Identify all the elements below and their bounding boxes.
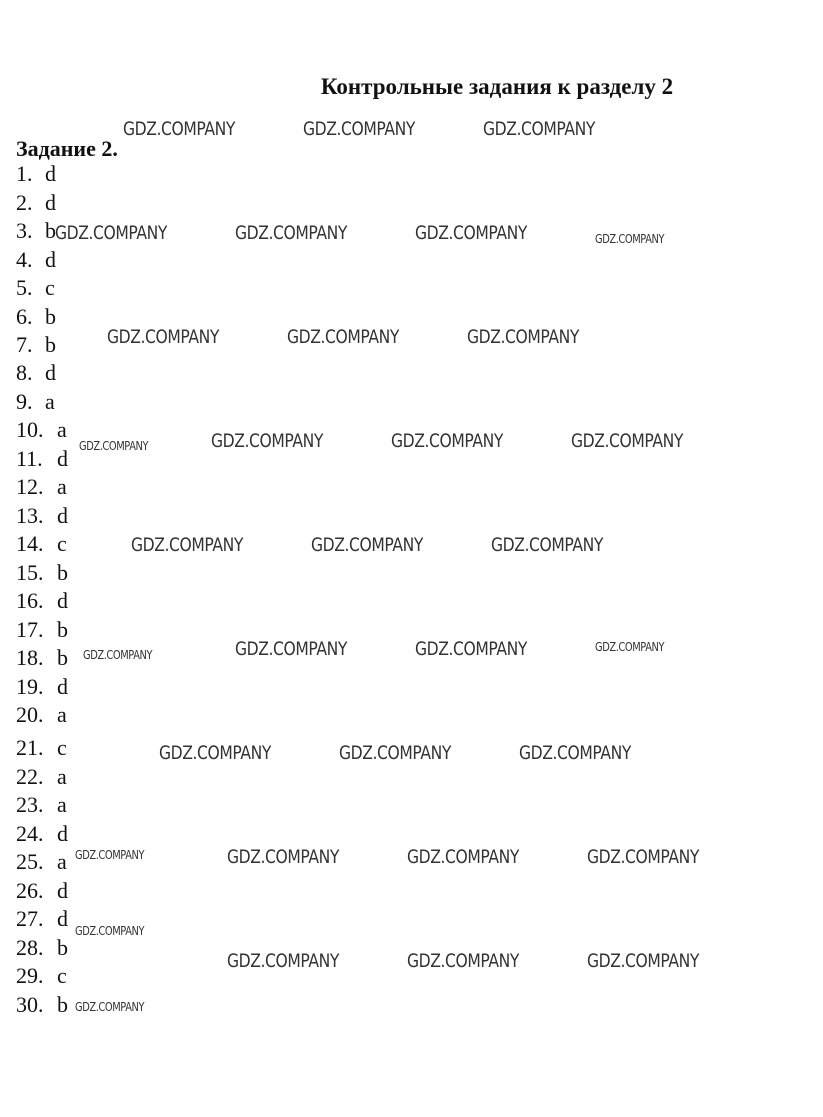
answer-row [16, 791, 67, 819]
answer-number: 4. [16, 247, 33, 272]
watermark: GDZ.COMPANY [587, 950, 700, 972]
answer-letter: d [45, 360, 56, 385]
answer-number: 11. [16, 446, 43, 471]
answer-number: 2. [16, 190, 33, 215]
answer-number: 15. [16, 560, 44, 585]
watermark: GDZ.COMPANY [123, 118, 236, 140]
answer-number: 17. [16, 617, 44, 642]
answer-row [16, 644, 68, 672]
answer-number: 14. [16, 531, 44, 556]
answer-letter: d [57, 821, 68, 846]
answer-row [16, 502, 68, 530]
answer-row [16, 473, 67, 501]
answer-row [16, 934, 68, 962]
answer-letter: d [45, 190, 56, 215]
answer-number: 26. [16, 878, 44, 903]
watermark: GDZ.COMPANY [211, 430, 324, 452]
answer-letter: a [57, 849, 67, 874]
watermark: GDZ.COMPANY [235, 638, 348, 660]
watermark: GDZ.COMPANY [131, 534, 244, 556]
answer-letter: d [57, 446, 68, 471]
answer-letter: c [57, 531, 67, 556]
answer-number: 25. [16, 849, 44, 874]
watermark: GDZ.COMPANY [407, 950, 520, 972]
watermark: GDZ.COMPANY [391, 430, 504, 452]
answer-number: 24. [16, 821, 44, 846]
answer-number: 22. [16, 764, 44, 789]
answer-number: 28. [16, 935, 44, 960]
watermark: GDZ.COMPANY [415, 638, 528, 660]
watermark: GDZ.COMPANY [159, 742, 272, 764]
watermark: GDZ.COMPANY [311, 534, 424, 556]
answer-number: 16. [16, 588, 44, 613]
answer-number: 5. [16, 275, 33, 300]
answer-number: 9. [16, 389, 33, 414]
answer-letter: b [57, 645, 68, 670]
answer-row [16, 274, 55, 302]
answer-number: 21. [16, 735, 44, 760]
answer-row [16, 303, 56, 331]
watermark: GDZ.COMPANY [519, 742, 632, 764]
answer-row [16, 160, 56, 188]
answer-number: 10. [16, 417, 44, 442]
answer-letter: b [45, 218, 56, 243]
answer-number: 6. [16, 304, 33, 329]
watermark: GDZ.COMPANY [491, 534, 604, 556]
watermark: GDZ.COMPANY [79, 439, 149, 453]
answer-row [16, 331, 56, 359]
answer-row [16, 991, 68, 1019]
answer-letter: b [45, 332, 56, 357]
answer-row [16, 416, 67, 444]
watermark: GDZ.COMPANY [595, 232, 665, 246]
watermark: GDZ.COMPANY [339, 742, 452, 764]
watermark: GDZ.COMPANY [55, 222, 168, 244]
answer-letter: d [45, 247, 56, 272]
answer-number: 29. [16, 963, 44, 988]
watermark: GDZ.COMPANY [227, 846, 340, 868]
watermark: GDZ.COMPANY [571, 430, 684, 452]
answer-row [16, 217, 56, 245]
answer-row [16, 877, 68, 905]
answer-letter: d [57, 674, 68, 699]
answer-letter: a [57, 474, 67, 499]
answer-row [16, 388, 55, 416]
answer-letter: b [57, 617, 68, 642]
answer-letter: b [57, 560, 68, 585]
answer-number: 30. [16, 992, 44, 1017]
page-title: Контрольные задания к разделу 2 [320, 74, 674, 99]
watermark: GDZ.COMPANY [235, 222, 348, 244]
answer-letter: a [57, 417, 67, 442]
answer-number: 23. [16, 792, 44, 817]
answer-row [16, 962, 67, 990]
watermark: GDZ.COMPANY [407, 846, 520, 868]
answer-row [16, 587, 68, 615]
watermark: GDZ.COMPANY [595, 640, 665, 654]
answer-number: 7. [16, 332, 33, 357]
answer-number: 18. [16, 645, 44, 670]
answer-letter: a [57, 702, 67, 727]
answer-letter: c [45, 275, 55, 300]
answer-letter: b [45, 304, 56, 329]
answer-number: 20. [16, 702, 44, 727]
answer-letter: a [57, 764, 67, 789]
answer-row [16, 734, 67, 762]
answer-row [16, 616, 68, 644]
answer-letter: d [57, 906, 68, 931]
answer-letter: d [57, 878, 68, 903]
answer-row [16, 359, 56, 387]
watermark: GDZ.COMPANY [75, 924, 145, 938]
answer-number: 8. [16, 360, 33, 385]
watermark: GDZ.COMPANY [107, 326, 220, 348]
section-heading: Задание 2. [16, 136, 118, 161]
answer-row [16, 246, 56, 274]
watermark: GDZ.COMPANY [303, 118, 416, 140]
answer-number: 12. [16, 474, 44, 499]
answer-letter: b [57, 935, 68, 960]
answer-row [16, 530, 67, 558]
watermark: GDZ.COMPANY [227, 950, 340, 972]
answer-row [16, 820, 68, 848]
answer-number: 13. [16, 503, 44, 528]
answer-row [16, 763, 67, 791]
answer-letter: c [57, 735, 67, 760]
answer-row [16, 559, 68, 587]
watermark: GDZ.COMPANY [467, 326, 580, 348]
watermark: GDZ.COMPANY [75, 1000, 145, 1014]
answer-row [16, 905, 68, 933]
answer-row [16, 673, 68, 701]
answer-number: 27. [16, 906, 44, 931]
answer-row [16, 445, 68, 473]
watermark: GDZ.COMPANY [83, 648, 153, 662]
answer-letter: d [57, 588, 68, 613]
answer-row [16, 848, 67, 876]
answer-letter: b [57, 992, 68, 1017]
answer-number: 3. [16, 218, 33, 243]
watermark: GDZ.COMPANY [287, 326, 400, 348]
answer-number: 19. [16, 674, 44, 699]
answer-letter: a [57, 792, 67, 817]
answer-letter: d [57, 503, 68, 528]
answer-letter: d [45, 161, 56, 186]
answer-row [16, 701, 67, 729]
watermark: GDZ.COMPANY [587, 846, 700, 868]
watermark: GDZ.COMPANY [75, 848, 145, 862]
answer-number: 1. [16, 161, 33, 186]
answer-letter: c [57, 963, 67, 988]
watermark: GDZ.COMPANY [483, 118, 596, 140]
watermark: GDZ.COMPANY [415, 222, 528, 244]
answer-row [16, 189, 56, 217]
answer-letter: a [45, 389, 55, 414]
